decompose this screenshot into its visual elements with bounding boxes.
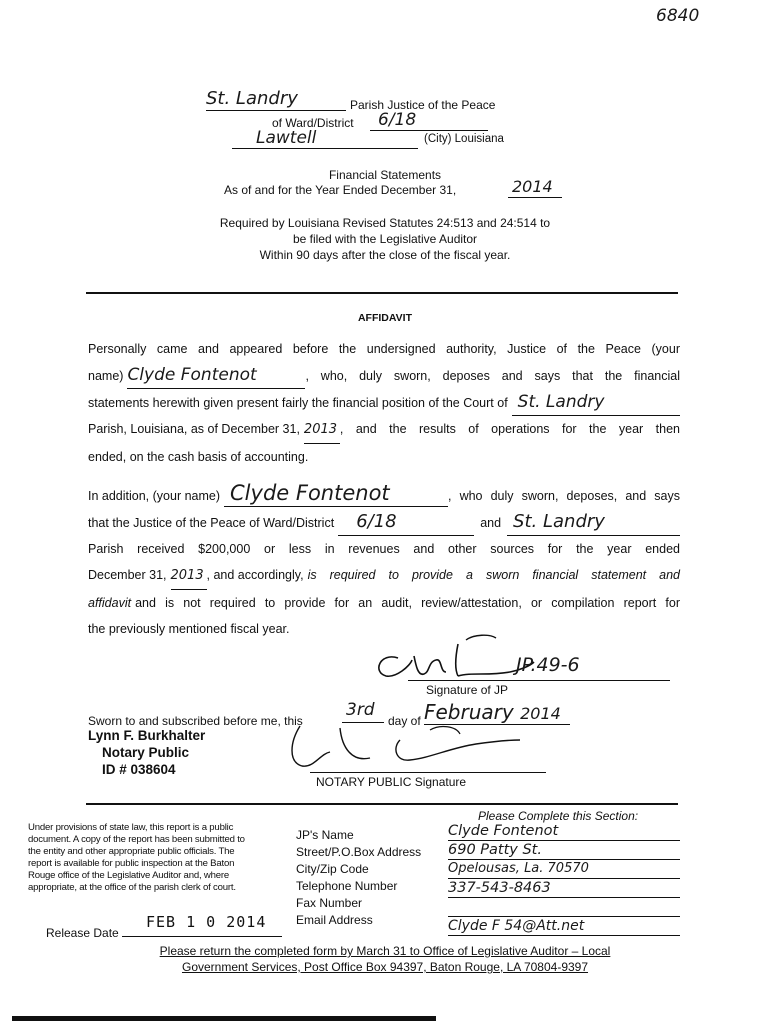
field-label: Telephone Number — [296, 879, 398, 893]
notary-stamp — [88, 727, 205, 778]
field-label: City/Zip Code — [296, 862, 369, 876]
scan-edge-bar — [12, 1016, 436, 1021]
return-line-2: Government Services, Post Office Box 94397, Baton Rouge, LA 70804-9397 — [181, 960, 589, 974]
release-date-label: Release Date — [46, 926, 119, 940]
header-block — [0, 0, 770, 270]
day-handwritten: 3rd — [342, 700, 384, 723]
jp-signature-line — [408, 680, 670, 681]
field-value-street: 690 Patty St. — [448, 841, 680, 860]
field-value-city: Opelousas, La. 70570 — [448, 860, 680, 879]
jp-name-handwritten: Clyde Fontenot — [127, 362, 305, 389]
month-handwritten: February 2014 — [424, 700, 570, 725]
field-value-fax — [448, 898, 680, 917]
divider-bottom — [86, 803, 678, 805]
divider-top — [86, 292, 678, 294]
field-value-phone: 337-543-8463 — [448, 879, 680, 898]
jp-id-handwritten: JP.49-6 — [516, 654, 580, 676]
ward-handwritten-2: 6/18 — [338, 509, 474, 536]
parish-label: Parish Justice of the Peace — [350, 98, 496, 112]
day-of-label: day of — [388, 714, 421, 728]
fs-year-handwritten: 2014 — [508, 177, 562, 198]
notary-signature-scribble — [280, 718, 530, 778]
city-label: (City) Louisiana — [424, 133, 504, 145]
jp-name-handwritten-2: Clyde Fontenot — [224, 480, 448, 507]
year-2013-handwritten-2: 2013 — [171, 563, 207, 590]
field-value-email: Clyde F 54@Att.net — [448, 917, 680, 936]
field-label: Email Address — [296, 913, 373, 927]
sworn-text: Sworn to and subscribed before me, this — [88, 714, 303, 728]
fs-year-label: As of and for the Year Ended December 31, — [224, 183, 457, 197]
notary-title: Notary Public — [102, 745, 190, 760]
affidavit-title: AFFIDAVIT — [357, 312, 413, 324]
ward-label: of Ward/District — [272, 116, 354, 130]
req-line1: Required by Louisiana Revised Statutes 24:513 and 24:514 to — [219, 216, 551, 230]
contact-labels — [296, 827, 421, 929]
return-line-1: Please return the completed form by March 31 to Office of Legislative Auditor – Local — [159, 944, 611, 958]
req-line2: be filed with the Legislative Auditor — [292, 232, 478, 246]
contact-values — [448, 822, 680, 936]
field-label: Fax Number — [296, 896, 363, 910]
city-handwritten: Lawtell — [232, 128, 418, 149]
release-date-stamp: FEB 1 0 2014 — [146, 913, 267, 931]
fs-title: Financial Statements — [328, 168, 442, 182]
field-label: Street/P.O.Box Address — [296, 845, 422, 859]
ward-handwritten: 6/18 — [370, 110, 488, 131]
court-handwritten: St. Landry — [512, 389, 680, 416]
field-value-name: Clyde Fontenot — [448, 822, 680, 841]
provisions-text: Under provisions of state law, this report is a public document. A copy of the report has been submitted to the entity and other appropriate public officials. The report is available for public inspection at the Baton Rouge office of the Legislative Auditor and, where appropriate, at the office of the parish clerk of court. — [28, 822, 245, 893]
page-number: 6840 — [656, 6, 700, 26]
field-label: JP's Name — [296, 828, 354, 842]
notary-id: ID # 038604 — [102, 762, 176, 777]
parish-handwritten-2: St. Landry — [507, 509, 680, 536]
notary-signature-label: NOTARY PUBLIC Signature — [316, 775, 467, 789]
parish-handwritten: St. Landry — [206, 88, 346, 111]
please-complete-label: Please Complete this Section: — [478, 809, 639, 823]
affidavit-paragraph-2: In addition, (your name) Clyde Fontenot , who duly sworn, deposes, and says that the Justice of the Peace of Ward/District 6/18 and St. Landry Parish received $200,000 or less in revenues and other sources for the year ended December 31, 2013 , and accordingly, is required to provide a sworn financial statement and affidavit and is not required to provide for an audit, review/attestation, or compilation report for the previously mentioned fiscal year. — [88, 481, 680, 636]
notary-name: Lynn F. Burkhalter — [88, 728, 206, 743]
notary-signature-line — [310, 772, 546, 773]
year-2013-handwritten: 2013 — [304, 417, 340, 444]
affidavit-paragraph-1: Personally came and appeared before the undersigned authority, Justice of the Peace (your name) Clyde Fontenot , who, duly sworn, deposes and says that the financial statements herewith given present fairly the financial position of the Court of St. Landry Parish, Louisiana, as of December 31, 2013 , and the results of operations for the year then ended, on the cash basis of accounting. — [88, 342, 680, 464]
jp-signature-label: Signature of JP — [426, 683, 509, 697]
req-line3: Within 90 days after the close of the fiscal year. — [259, 248, 511, 262]
